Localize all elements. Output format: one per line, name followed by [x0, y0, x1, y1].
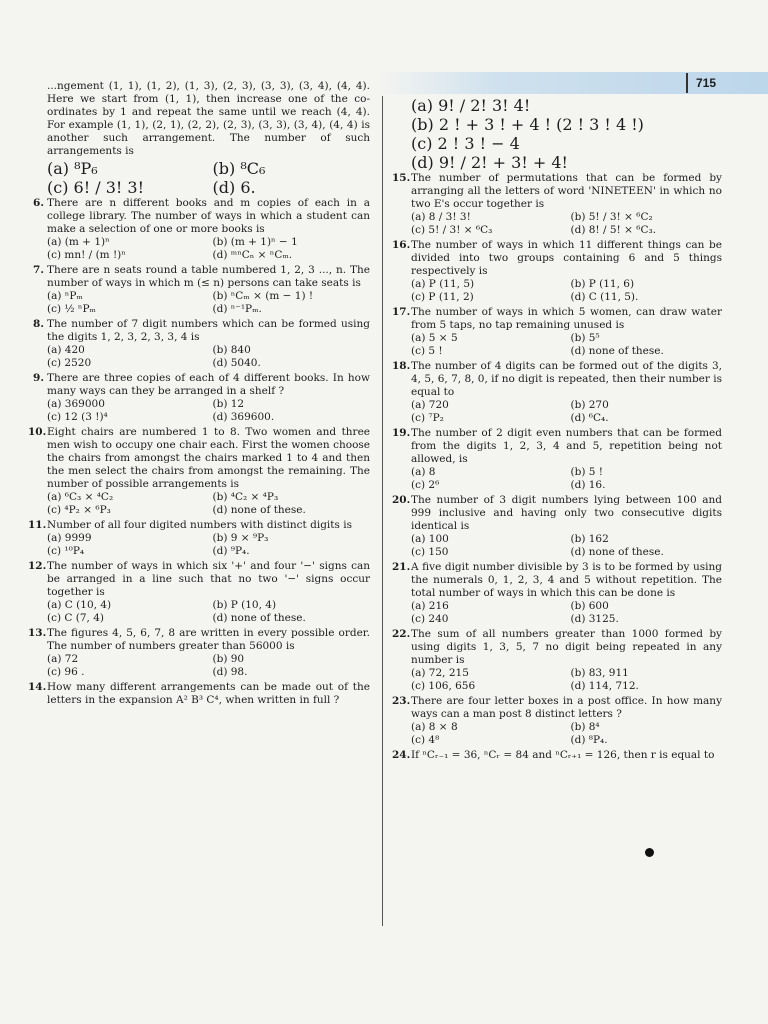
question-number: 7.: [33, 264, 44, 276]
option-list: [47, 159, 370, 197]
option: (c) P (11, 2): [411, 291, 474, 303]
left-column: [28, 80, 370, 709]
option: (a) (m + 1)ⁿ: [47, 236, 110, 248]
option: (d) ⁿ⁻¹Pₘ.: [212, 303, 262, 315]
question-q23: [392, 695, 722, 747]
option: (d) none of these.: [212, 504, 306, 516]
option: (d) ⁸P₄.: [570, 734, 608, 746]
question-text: There are four letter boxes in a post office. In how many ways can a man post 8 distinct letters ?: [411, 695, 722, 720]
option: (a) ⁿPₘ: [47, 290, 83, 302]
option: (a) ⁸P₆: [47, 159, 98, 178]
option: (b) 83, 911: [570, 667, 629, 679]
option: (b) 12: [212, 398, 245, 410]
option: (c) 5 !: [411, 345, 443, 357]
option: (d) 16.: [570, 479, 606, 491]
option: (a) 369000: [47, 398, 105, 410]
question-q16: [392, 239, 722, 304]
question-text: The sum of all numbers greater than 1000 formed by using digits 1, 3, 5, 7 no digit being repeated in any number is: [411, 628, 722, 666]
option-list: [47, 532, 370, 558]
option-list: [411, 96, 722, 172]
option: (d) 369600.: [212, 411, 275, 423]
option-list: [411, 667, 722, 693]
question-number: 6.: [33, 197, 44, 209]
option: (c) 150: [411, 546, 449, 558]
right-column: [392, 96, 722, 764]
option: (a) 72, 215: [411, 667, 469, 679]
option: (b) 9 × ⁹P₃: [212, 532, 269, 544]
option: (c) 96 .: [47, 666, 85, 678]
question-q6: [28, 197, 370, 262]
question-text: The number of 7 digit numbers which can be formed using the digits 1, 2, 3, 2, 3, 3, 4 is: [47, 318, 370, 343]
question-number: 20.: [392, 494, 411, 506]
question-number: 8.: [33, 318, 44, 330]
question-number: 15.: [392, 172, 411, 184]
option: (d) 98.: [212, 666, 248, 678]
question-text: The number of permutations that can be formed by arranging all the letters of word 'NINETEEN' in which no two E's occur together is: [411, 172, 722, 210]
question-number: 24.: [392, 749, 411, 761]
option: (a) 420: [47, 344, 85, 356]
question-q7: [28, 264, 370, 316]
option: (c) mn! / (m !)ⁿ: [47, 249, 126, 261]
question-text: The number of 3 digit numbers lying between 100 and 999 inclusive and having only two consecutive digits identical is: [411, 494, 722, 532]
option-list: [47, 491, 370, 517]
option: (c) 12 (3 !)⁴: [47, 411, 108, 423]
option: (c) 106, 656: [411, 680, 476, 692]
option-list: [411, 466, 722, 492]
option: (d) 8! / 5! × ⁶C₃.: [570, 224, 657, 236]
question-q18: [392, 360, 722, 425]
option-list: [411, 721, 722, 747]
option-list: [47, 599, 370, 625]
question-q11: [28, 519, 370, 558]
question-fragment: ...ngement (1, 1), (1, 2), (1, 3), (2, 3), (3, 3), (3, 4), (4, 4). Here we start from (1, 1), then increase one of the co-ordinates by 1 and repeat the same until we reach (4, 4). For example (1, 1), (2, 1), (2, 2), (2, 3), (3, 3), (3, 4), (4, 4) is another such arrangement. The number of such arrangements is: [47, 80, 370, 157]
option: (a) 5 × 5: [411, 332, 458, 344]
question-text: Number of all four digited numbers with distinct digits is: [47, 519, 352, 531]
option: (d) none of these.: [570, 546, 664, 558]
option: (d) C (11, 5).: [570, 291, 639, 303]
option: (c) ½ ⁿPₘ: [47, 303, 96, 315]
option: (b) 5! / 3! × ⁶C₂: [570, 211, 653, 223]
question-number: 22.: [392, 628, 411, 640]
option: (a) 9! / 2! 3! 4!: [411, 96, 531, 115]
question-number: 18.: [392, 360, 411, 372]
option: (b) 5 !: [570, 466, 603, 478]
question-number: 19.: [392, 427, 411, 439]
option-list: [47, 344, 370, 370]
option-list: [411, 332, 722, 358]
option: (d) ⁹P₄.: [212, 545, 250, 557]
question-q17: [392, 306, 722, 358]
question-number: 23.: [392, 695, 411, 707]
option: (a) P (11, 5): [411, 278, 475, 290]
question-text: If ⁿCᵣ₋₁ = 36, ⁿCᵣ = 84 and ⁿCᵣ₊₁ = 126, then r is equal to: [411, 749, 715, 761]
option: (b) ⁿCₘ × (m − 1) !: [212, 290, 314, 302]
question-number: 13.: [28, 627, 47, 639]
option: (c) ¹⁰P₄: [47, 545, 85, 557]
question-q14: [28, 681, 370, 707]
question-text: Eight chairs are numbered 1 to 8. Two women and three men wish to occupy one chair each. First the women choose the chairs from amongst the chairs marked 1 to 4 and then the men select the chairs from amongst the remaining. The number of possible arrangements is: [47, 426, 370, 490]
option-list: [411, 533, 722, 559]
page-number: 715: [686, 73, 742, 93]
option: (d) 114, 712.: [570, 680, 639, 692]
question-q12: [28, 560, 370, 625]
question-number: 16.: [392, 239, 411, 251]
option-list: [411, 600, 722, 626]
question-text: A five digit number divisible by 3 is to be formed by using the numerals 0, 1, 2, 3, 4 and 5 without repetition. The total number of ways in which this can be done is: [411, 561, 722, 599]
question-q24: [392, 749, 722, 762]
ink-dot: [645, 848, 654, 857]
question-q19: [392, 427, 722, 492]
option: (a) 720: [411, 399, 449, 411]
option: (c) 2 ! 3 ! − 4: [411, 134, 520, 153]
option: (d) 3125.: [570, 613, 619, 625]
option: (b) 8⁴: [570, 721, 600, 733]
question-q15: [392, 172, 722, 237]
option: (b) 5⁵: [570, 332, 600, 344]
option-list: [411, 278, 722, 304]
option: (b) P (10, 4): [212, 599, 277, 611]
question-text: There are three copies of each of 4 different books. In how many ways can they be arranged in a shelf ?: [47, 372, 370, 397]
question-number: 11.: [28, 519, 47, 531]
question-q8: [28, 318, 370, 370]
option-list: [47, 653, 370, 679]
question-text: The number of ways in which six '+' and four '−' signs can be arranged in a line such that no two '−' signs occur together is: [47, 560, 370, 598]
option-list: [47, 290, 370, 316]
option: (b) ⁸C₆: [212, 159, 266, 178]
option: (a) 72: [47, 653, 79, 665]
question-number: 14.: [28, 681, 47, 693]
question-text: How many different arrangements can be made out of the letters in the expansion A² B³ C⁴, when written in full ?: [47, 681, 370, 706]
option: (c) ⁷P₂: [411, 412, 444, 424]
question-text: The figures 4, 5, 6, 7, 8 are written in every possible order. The number of numbers greater than 56000 is: [47, 627, 370, 652]
option: (a) 8 × 8: [411, 721, 458, 733]
question-q13: [28, 627, 370, 679]
option: (a) C (10, 4): [47, 599, 112, 611]
question-number: 10.: [28, 426, 47, 438]
option-list: [47, 236, 370, 262]
option: (b) ⁴C₂ × ⁴P₃: [212, 491, 279, 503]
question-number: 12.: [28, 560, 47, 572]
option: (c) 240: [411, 613, 449, 625]
option: (b) 840: [212, 344, 251, 356]
question-q21: [392, 561, 722, 626]
question-number: 21.: [392, 561, 411, 573]
option: (c) 2520: [47, 357, 92, 369]
option: (b) 90: [212, 653, 245, 665]
option: (d) 6.: [212, 178, 256, 197]
question-q9: [28, 372, 370, 424]
option-list: [411, 211, 722, 237]
question-number: 17.: [392, 306, 411, 318]
option: (c) C (7, 4): [47, 612, 105, 624]
option: (a) 8: [411, 466, 436, 478]
option: (b) 2 ! + 3 ! + 4 ! (2 ! 3 ! 4 !): [411, 115, 644, 134]
option: (c) 2⁶: [411, 479, 440, 491]
question-text: The number of ways in which 5 women, can draw water from 5 taps, no tap remaining unused is: [411, 306, 722, 331]
option-list: [411, 399, 722, 425]
question-q20: [392, 494, 722, 559]
question-text: The number of 2 digit even numbers that can be formed from the digits 1, 2, 3, 4 and 5, repetition being not allowed, is: [411, 427, 722, 465]
option: (d) 5040.: [212, 357, 261, 369]
option: (b) 270: [570, 399, 609, 411]
option: (b) 162: [570, 533, 609, 545]
option-list: [47, 398, 370, 424]
question-text: The number of 4 digits can be formed out of the digits 3, 4, 5, 6, 7, 8, 0, if no digit is repeated, then their number is equal to: [411, 360, 722, 398]
option: (c) 4⁸: [411, 734, 440, 746]
option: (d) none of these.: [212, 612, 306, 624]
option: (d) 9! / 2! + 3! + 4!: [411, 153, 568, 172]
option: (d) ᵐⁿCₙ × ⁿCₘ.: [212, 249, 293, 261]
option: (a) 9999: [47, 532, 92, 544]
option: (b) (m + 1)ⁿ − 1: [212, 236, 298, 248]
option: (c) 6! / 3! 3!: [47, 178, 145, 197]
option: (d) none of these.: [570, 345, 664, 357]
question-text: There are n different books and m copies of each in a college library. The number of ways in which a student can make a selection of one or more books is: [47, 197, 370, 235]
question-q22: [392, 628, 722, 693]
option: (c) ⁴P₂ × ⁶P₃: [47, 504, 111, 516]
option: (d) ⁶C₄.: [570, 412, 609, 424]
option: (a) 100: [411, 533, 449, 545]
option: (b) P (11, 6): [570, 278, 635, 290]
question-number: 9.: [33, 372, 44, 384]
option: (a) ⁶C₃ × ⁴C₂: [47, 491, 114, 503]
column-divider: [382, 96, 383, 926]
question-text: The number of ways in which 11 different things can be divided into two groups containing 6 and 5 things respectively is: [411, 239, 722, 277]
option: (c) 5! / 3! × ⁶C₃: [411, 224, 493, 236]
option: (b) 600: [570, 600, 609, 612]
question-q10: [28, 426, 370, 517]
option: (a) 8 / 3! 3!: [411, 211, 471, 223]
option: (a) 216: [411, 600, 449, 612]
question-text: There are n seats round a table numbered 1, 2, 3 ..., n. The number of ways in which m (≤ n) persons can take seats is: [47, 264, 370, 289]
